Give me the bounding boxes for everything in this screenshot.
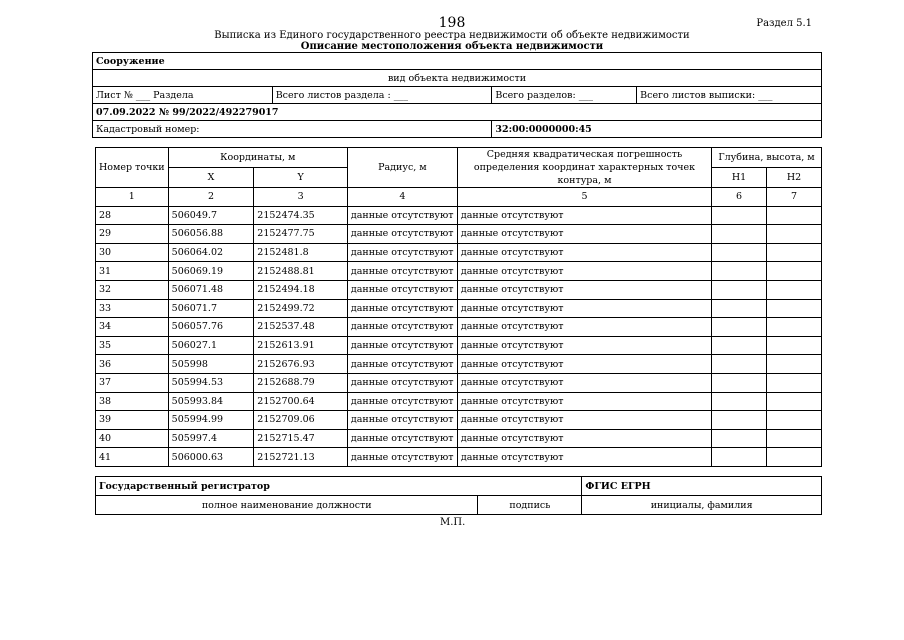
- h2-cell: [767, 318, 822, 337]
- point-number-cell: 29: [96, 225, 169, 244]
- object-type-caption: вид объекта недвижимости: [93, 70, 822, 87]
- table-row: [96, 299, 822, 318]
- error-cell: данные отсутствуют: [457, 373, 711, 392]
- y-cell: 2152700.64: [254, 392, 348, 411]
- section-label: Раздел 5.1: [756, 18, 812, 29]
- error-cell: данные отсутствуют: [457, 429, 711, 448]
- y-cell: 2152494.18: [254, 280, 348, 299]
- point-number-cell: 39: [96, 411, 169, 430]
- point-number-cell: 40: [96, 429, 169, 448]
- table-row: [96, 429, 822, 448]
- radius-cell: данные отсутствуют: [347, 373, 457, 392]
- y-cell: 2152676.93: [254, 355, 348, 374]
- y-cell: 2152715.47: [254, 429, 348, 448]
- signature-caption: подпись: [478, 496, 582, 515]
- h1-cell: [712, 336, 767, 355]
- radius-cell: данные отсутствуют: [347, 280, 457, 299]
- h2-cell: [767, 373, 822, 392]
- stamp-place: М.П.: [440, 517, 466, 528]
- radius-cell: данные отсутствуют: [347, 411, 457, 430]
- column-number: 7: [767, 188, 822, 207]
- radius-cell: данные отсутствуют: [347, 318, 457, 337]
- h1-cell: [712, 299, 767, 318]
- header-error: Средняя квадратическая погрешность определения координат характерных точек контура, м: [457, 148, 711, 188]
- x-cell: 506069.19: [168, 262, 254, 281]
- point-number-cell: 35: [96, 336, 169, 355]
- h1-cell: [712, 392, 767, 411]
- point-number-cell: 28: [96, 206, 169, 225]
- system-name: ФГИС ЕГРН: [582, 477, 822, 496]
- h2-cell: [767, 336, 822, 355]
- h2-cell: [767, 280, 822, 299]
- x-cell: 506057.76: [168, 318, 254, 337]
- total-sheets-section: Всего листов раздела : ___: [272, 87, 492, 104]
- table-row: [96, 318, 822, 337]
- h2-cell: [767, 355, 822, 374]
- initials-caption: инициалы, фамилия: [582, 496, 822, 515]
- x-cell: 505998: [168, 355, 254, 374]
- point-number-cell: 41: [96, 448, 169, 467]
- document-subtitle: Описание местоположения объекта недвижимости: [300, 41, 604, 52]
- registrar-label: Государственный регистратор: [96, 477, 582, 496]
- page-number: 198: [438, 15, 466, 31]
- point-number-cell: 38: [96, 392, 169, 411]
- x-cell: 506056.88: [168, 225, 254, 244]
- h2-cell: [767, 411, 822, 430]
- h2-cell: [767, 225, 822, 244]
- error-cell: данные отсутствуют: [457, 318, 711, 337]
- object-type-value: Сооружение: [93, 53, 822, 70]
- error-cell: данные отсутствуют: [457, 355, 711, 374]
- table-row: [96, 280, 822, 299]
- error-cell: данные отсутствуют: [457, 336, 711, 355]
- column-number: 6: [712, 188, 767, 207]
- header-point-number: Номер точки: [96, 148, 169, 188]
- h2-cell: [767, 262, 822, 281]
- header-y: Y: [254, 168, 348, 188]
- radius-cell: данные отсутствуют: [347, 262, 457, 281]
- sheet-label: Лист № ___ Раздела: [93, 87, 273, 104]
- table-row: [96, 206, 822, 225]
- y-cell: 2152488.81: [254, 262, 348, 281]
- column-number: 1: [96, 188, 169, 207]
- h2-cell: [767, 392, 822, 411]
- x-cell: 505994.99: [168, 411, 254, 430]
- point-number-cell: 30: [96, 243, 169, 262]
- error-cell: данные отсутствуют: [457, 411, 711, 430]
- table-row: [96, 243, 822, 262]
- header-h1: H1: [712, 168, 767, 188]
- point-number-cell: 34: [96, 318, 169, 337]
- y-cell: 2152481.8: [254, 243, 348, 262]
- error-cell: данные отсутствуют: [457, 392, 711, 411]
- table-row: [96, 262, 822, 281]
- error-cell: данные отсутствуют: [457, 225, 711, 244]
- header-h2: H2: [767, 168, 822, 188]
- radius-cell: данные отсутствуют: [347, 225, 457, 244]
- header-coordinates: Координаты, м: [168, 148, 347, 168]
- h1-cell: [712, 411, 767, 430]
- header-table: [92, 52, 822, 138]
- x-cell: 506000.63: [168, 448, 254, 467]
- h2-cell: [767, 448, 822, 467]
- x-cell: 505994.53: [168, 373, 254, 392]
- radius-cell: данные отсутствуют: [347, 392, 457, 411]
- h1-cell: [712, 262, 767, 281]
- h1-cell: [712, 429, 767, 448]
- radius-cell: данные отсутствуют: [347, 243, 457, 262]
- y-cell: 2152721.13: [254, 448, 348, 467]
- coordinates-table: [95, 147, 822, 467]
- radius-cell: данные отсутствуют: [347, 429, 457, 448]
- h2-cell: [767, 429, 822, 448]
- footer-table: [95, 476, 822, 515]
- header-radius: Радиус, м: [347, 148, 457, 188]
- total-sheets-extract: Всего листов выписки: ___: [637, 87, 822, 104]
- y-cell: 2152709.06: [254, 411, 348, 430]
- radius-cell: данные отсутствуют: [347, 206, 457, 225]
- point-number-cell: 31: [96, 262, 169, 281]
- h1-cell: [712, 318, 767, 337]
- point-number-cell: 32: [96, 280, 169, 299]
- header-depth: Глубина, высота, м: [712, 148, 822, 168]
- h1-cell: [712, 243, 767, 262]
- h1-cell: [712, 355, 767, 374]
- table-row: [96, 336, 822, 355]
- radius-cell: данные отсутствуют: [347, 299, 457, 318]
- cadastral-value: 32:00:0000000:45: [492, 121, 822, 138]
- x-cell: 506071.7: [168, 299, 254, 318]
- h1-cell: [712, 225, 767, 244]
- h1-cell: [712, 448, 767, 467]
- y-cell: 2152499.72: [254, 299, 348, 318]
- y-cell: 2152537.48: [254, 318, 348, 337]
- table-row: [96, 373, 822, 392]
- x-cell: 506049.7: [168, 206, 254, 225]
- y-cell: 2152688.79: [254, 373, 348, 392]
- x-cell: 505993.84: [168, 392, 254, 411]
- table-row: [96, 225, 822, 244]
- position-caption: полное наименование должности: [96, 496, 478, 515]
- radius-cell: данные отсутствуют: [347, 448, 457, 467]
- radius-cell: данные отсутствуют: [347, 336, 457, 355]
- table-row: [96, 448, 822, 467]
- table-row: [96, 392, 822, 411]
- date-number: 07.09.2022 № 99/2022/492279017: [93, 104, 822, 121]
- point-number-cell: 37: [96, 373, 169, 392]
- x-cell: 505997.4: [168, 429, 254, 448]
- x-cell: 506071.48: [168, 280, 254, 299]
- error-cell: данные отсутствуют: [457, 243, 711, 262]
- y-cell: 2152474.35: [254, 206, 348, 225]
- h2-cell: [767, 299, 822, 318]
- h1-cell: [712, 280, 767, 299]
- point-number-cell: 33: [96, 299, 169, 318]
- column-number: 2: [168, 188, 254, 207]
- error-cell: данные отсутствуют: [457, 280, 711, 299]
- table-row: [96, 355, 822, 374]
- header-x: X: [168, 168, 254, 188]
- table-row: [96, 411, 822, 430]
- point-number-cell: 36: [96, 355, 169, 374]
- error-cell: данные отсутствуют: [457, 206, 711, 225]
- column-number: 5: [457, 188, 711, 207]
- h1-cell: [712, 373, 767, 392]
- y-cell: 2152477.75: [254, 225, 348, 244]
- total-sections: Всего разделов: ___: [492, 87, 637, 104]
- error-cell: данные отсутствуют: [457, 448, 711, 467]
- error-cell: данные отсутствуют: [457, 299, 711, 318]
- h2-cell: [767, 243, 822, 262]
- cadastral-label: Кадастровый номер:: [93, 121, 492, 138]
- h1-cell: [712, 206, 767, 225]
- h2-cell: [767, 206, 822, 225]
- y-cell: 2152613.91: [254, 336, 348, 355]
- column-number: 3: [254, 188, 348, 207]
- x-cell: 506064.02: [168, 243, 254, 262]
- error-cell: данные отсутствуют: [457, 262, 711, 281]
- x-cell: 506027.1: [168, 336, 254, 355]
- document-title: Выписка из Единого государственного реестра недвижимости об объекте недвижимости: [214, 30, 690, 41]
- radius-cell: данные отсутствуют: [347, 355, 457, 374]
- column-number: 4: [347, 188, 457, 207]
